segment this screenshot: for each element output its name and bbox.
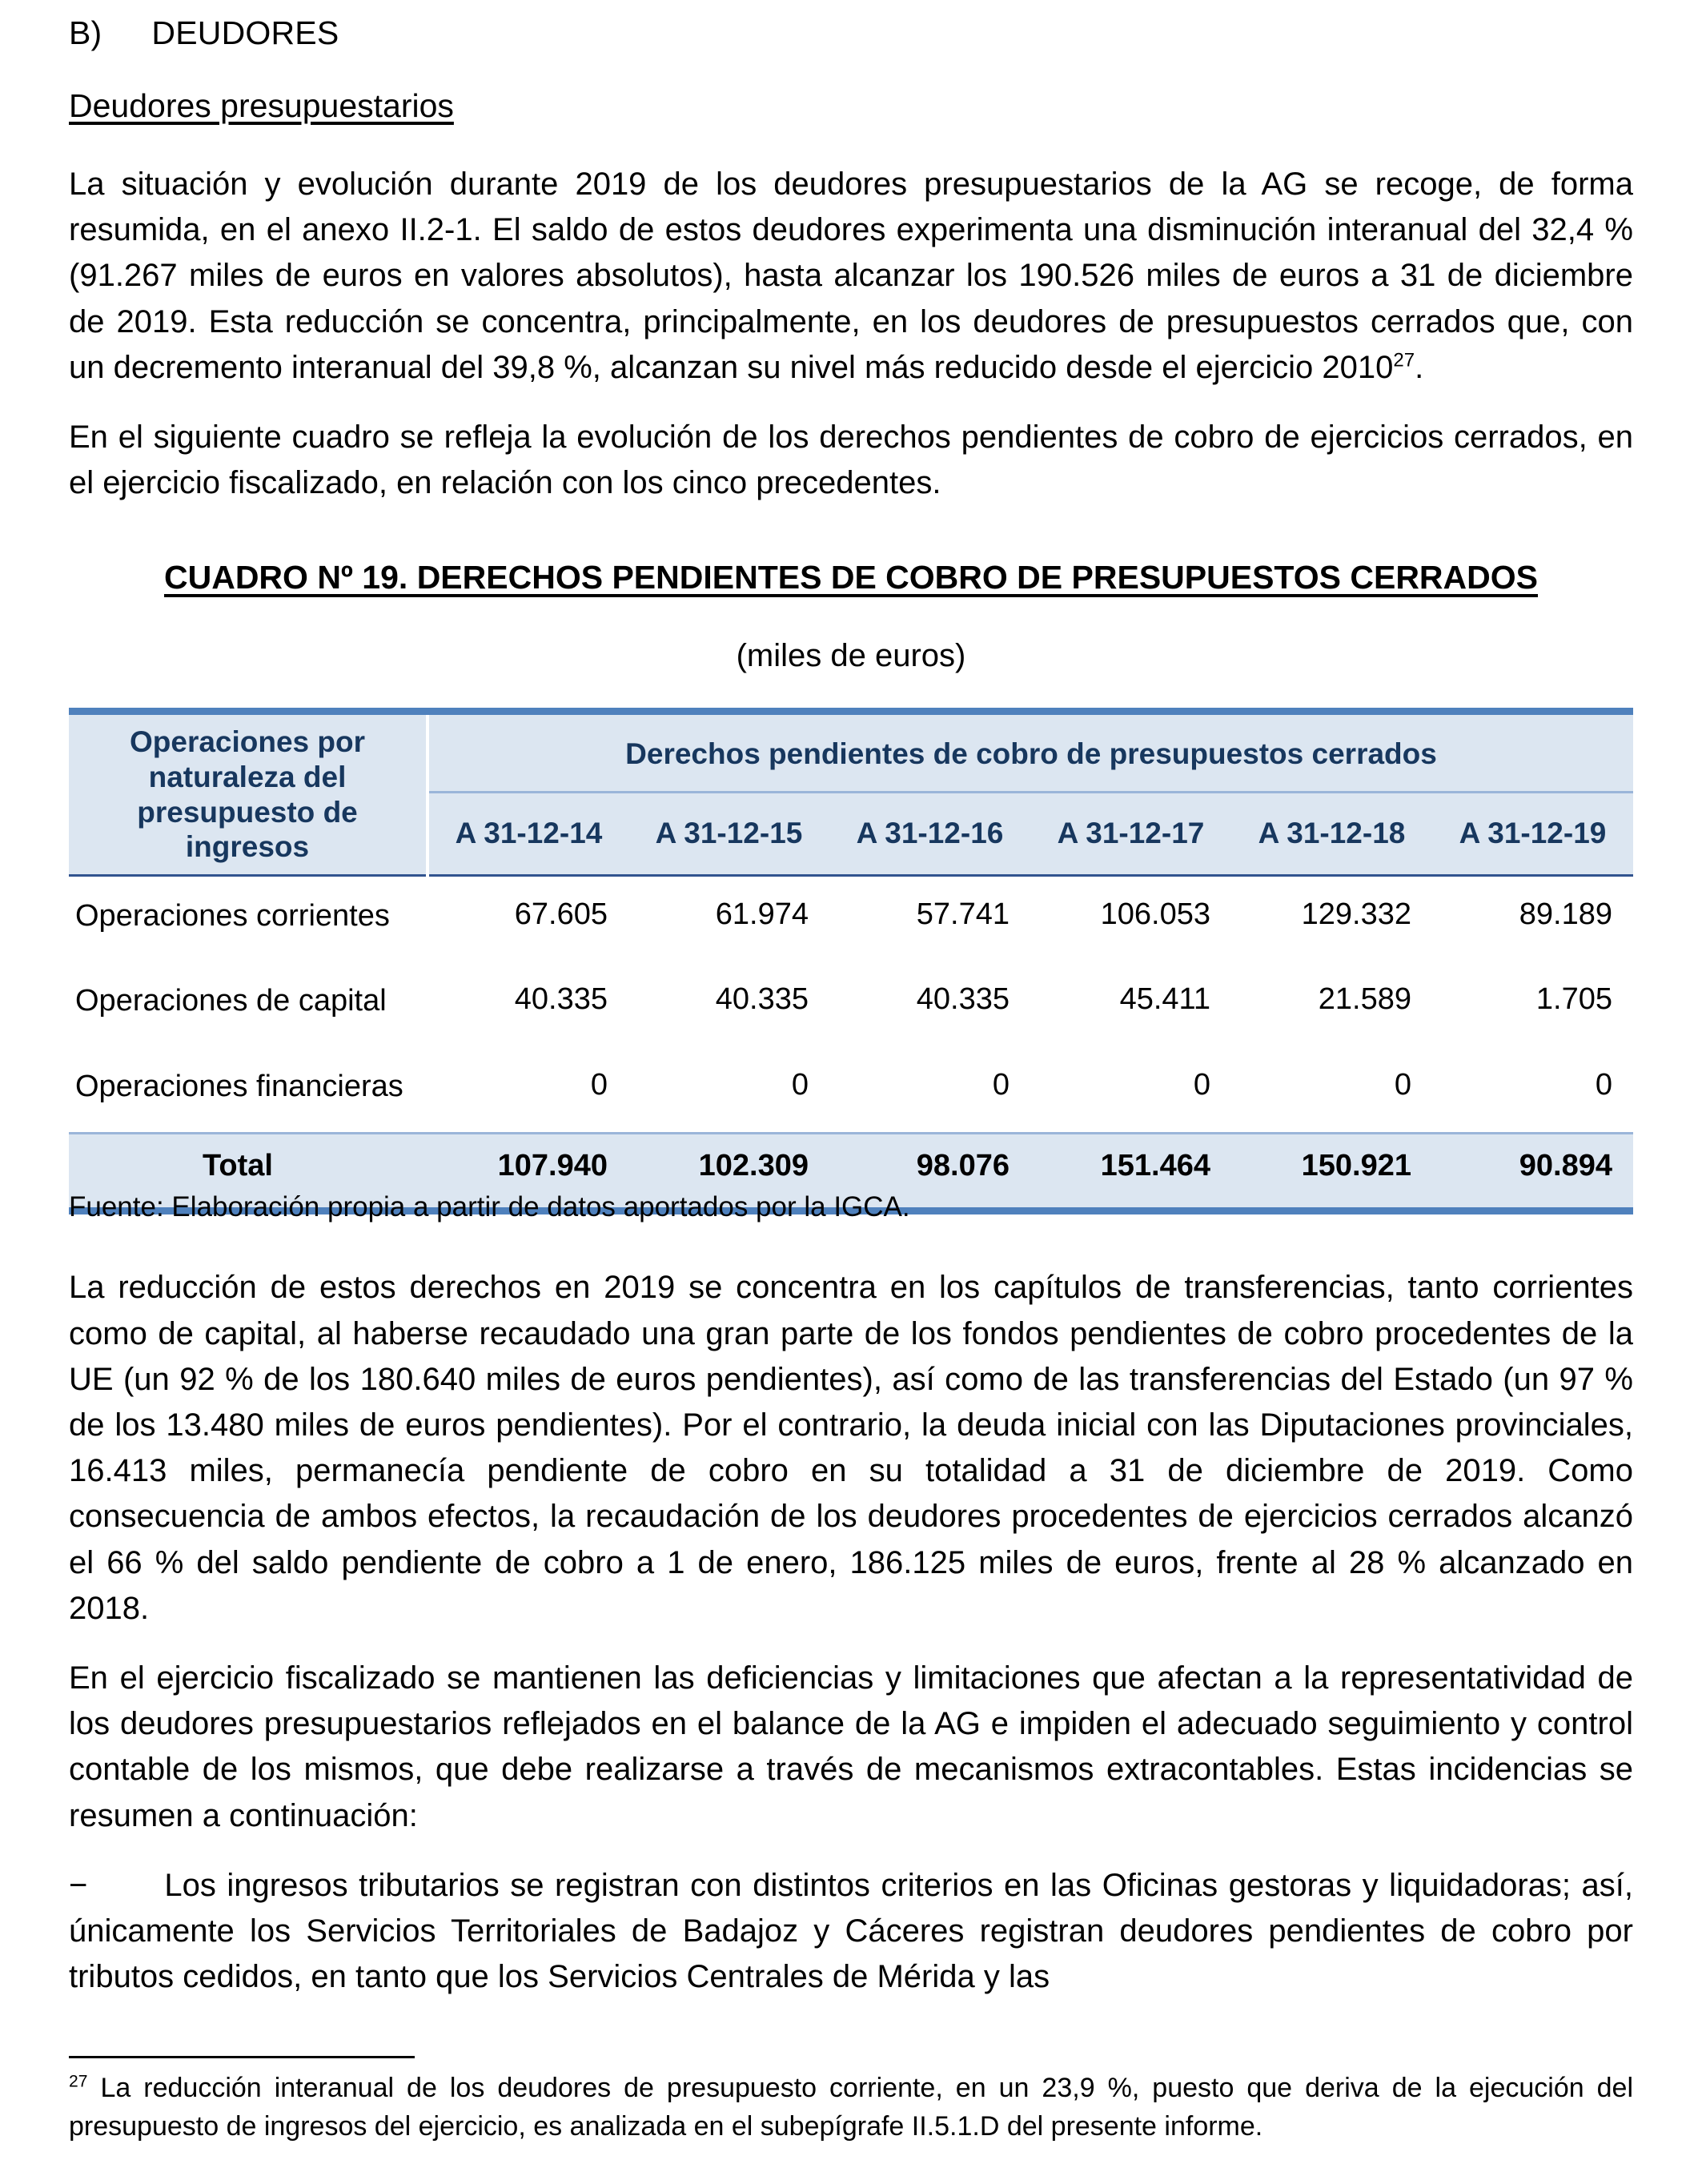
value-cell: 40.335: [916, 982, 1010, 1017]
table-corner-header: Operaciones por naturaleza del presupuesto de ingresos: [69, 712, 428, 876]
paragraph-1-text: La situación y evolución durante 2019 de los deudores presupuestarios de la AG se recoge, de forma resumida, en el anexo II.2-1. El saldo de estos deudores experimenta una disminución interanual del 32,4 % (91.267 miles de euros en valores absolutos), hasta alcanzar los 190.526 miles de euros a 31 de diciembre de 2019. Esta reducción se concentra, principalmente, en los deudores de presupuestos cerrados que, con un decremento interanual del 39,8 %, alcanzan su nivel más reducido desde el ejercicio 2010: [69, 167, 1633, 385]
total-value-cell: 98.076: [829, 1134, 1030, 1211]
footnote-reference-27: 27: [1393, 349, 1415, 371]
column-header-2014: A 31-12-14: [428, 792, 628, 875]
value-cell: 0: [1595, 1067, 1612, 1102]
value-cell: 0: [791, 1067, 809, 1102]
table-row-operaciones-corrientes: [69, 875, 1633, 962]
table-title: CUADRO Nº 19. DERECHOS PENDIENTES DE COBRO DE PRESUPUESTOS CERRADOS: [164, 559, 1538, 596]
value-cell: 45.411: [1119, 982, 1210, 1017]
table-group-header: Derechos pendientes de cobro de presupuestos cerrados: [428, 712, 1633, 792]
footnote-separator: [69, 2056, 415, 2058]
column-header-2019: A 31-12-19: [1432, 792, 1633, 875]
value-cell: 0: [992, 1067, 1010, 1102]
section-heading: [69, 14, 1633, 52]
subsection-heading: Deudores presupuestarios: [69, 87, 454, 124]
value-cell: 67.605: [514, 897, 608, 931]
table-header-group-row: [69, 712, 1633, 792]
column-header-2015: A 31-12-15: [628, 792, 829, 875]
value-cell: 89.189: [1519, 897, 1612, 931]
value-cell: 0: [1394, 1067, 1411, 1102]
column-header-2018: A 31-12-18: [1231, 792, 1432, 875]
section-letter: B): [69, 14, 102, 51]
total-value-cell: 90.894: [1432, 1134, 1633, 1211]
body-paragraph-4: En el ejercicio fiscalizado se mantienen las deficiencias y limitaciones que afectan a la representatividad de los deudores presupuestarios reflejados en el balance de la AG e impiden el adecuado seguimiento y control contable de los mismos, que debe realizarse a través de mecanismos extracontables. Estas incidencias se resumen a continuación:: [69, 1660, 1633, 1833]
row-label: Operaciones de capital: [75, 984, 387, 1018]
value-cell: 57.741: [916, 897, 1010, 931]
table-row-operaciones-financieras: [69, 1047, 1633, 1134]
paragraph-1-period: .: [1415, 349, 1424, 385]
bullet-dash: −: [69, 1867, 88, 1903]
value-cell: 0: [1193, 1067, 1210, 1102]
column-header-2016: A 31-12-16: [829, 792, 1030, 875]
total-value-cell: 151.464: [1030, 1134, 1231, 1211]
table-source-note: Fuente: Elaboración propia a partir de datos aportados por la IGCA.: [69, 1191, 910, 1223]
section-title: DEUDORES: [151, 14, 339, 51]
body-paragraph-3: La reducción de estos derechos en 2019 se concentra en los capítulos de transferencias, tanto corrientes como de capital, al haberse recaudado una gran parte de los fondos pendientes de cobro procedentes de la UE (un 92 % de los 180.640 miles de euros pendientes), así como de las transferencias del Estado (un 97 % de los 13.480 miles de euros pendientes). Por el contrario, la deuda inicial con las Diputaciones provinciales, 16.413 miles, permanecía pendiente de cobro en su totalidad a 31 de diciembre de 2019. Como consecuencia de ambos efectos, la recaudación de los deudores procedentes de ejercicios cerrados alcanzó el 66 % del saldo pendiente de cobro a 1 de enero, 186.125 miles de euros, frente al 28 % alcanzado en 2018.: [69, 1270, 1633, 1626]
body-paragraph-2: En el siguiente cuadro se refleja la evolución de los derechos pendientes de cobro de ejercicios cerrados, en el ejercicio fiscalizado, en relación con los cinco precedentes.: [69, 419, 1633, 501]
value-cell: 40.335: [514, 982, 608, 1017]
table-row-operaciones-de-capital: [69, 962, 1633, 1046]
row-label: Operaciones financieras: [75, 1069, 403, 1103]
footnote-block: [69, 2024, 1633, 2146]
footnote: [69, 2070, 1633, 2146]
value-cell: 61.974: [715, 897, 809, 931]
total-label: Total: [69, 1134, 428, 1211]
body-paragraph-1: [69, 162, 1633, 391]
bullet-text: Los ingresos tributarios se registran con distintos criterios en las Oficinas gestoras y liquidadoras; así, únicamente los Servicios Territoriales de Badajoz y Cáceres registran deudores pendientes de cobro por tributos cedidos, en tanto que los Servicios Centrales de Mérida y las: [69, 1867, 1633, 1995]
value-cell: 40.335: [715, 982, 809, 1017]
row-label: Operaciones corrientes: [75, 898, 390, 933]
footnote-text: La reducción interanual de los deudores de presupuesto corriente, en un 23,9 %, puesto que deriva de la ejecución del presupuesto de ingresos del ejercicio, es analizada en el subepígrafe II.5.1.D del presente informe.: [69, 2073, 1634, 2142]
value-cell: 21.589: [1318, 982, 1411, 1017]
value-cell: 106.053: [1100, 897, 1210, 931]
bullet-item: [69, 1863, 1633, 2001]
column-header-2017: A 31-12-17: [1030, 792, 1231, 875]
footnote-marker: 27: [69, 2072, 88, 2091]
closed-budgets-table: [69, 708, 1633, 1183]
value-cell: 1.705: [1535, 982, 1612, 1017]
value-cell: 0: [590, 1067, 608, 1102]
value-cell: 129.332: [1301, 897, 1411, 931]
total-value-cell: 150.921: [1231, 1134, 1432, 1211]
table-units-label: (miles de euros): [736, 638, 966, 674]
total-value-cell: 102.309: [628, 1134, 829, 1211]
total-value-cell: 107.940: [428, 1134, 628, 1211]
